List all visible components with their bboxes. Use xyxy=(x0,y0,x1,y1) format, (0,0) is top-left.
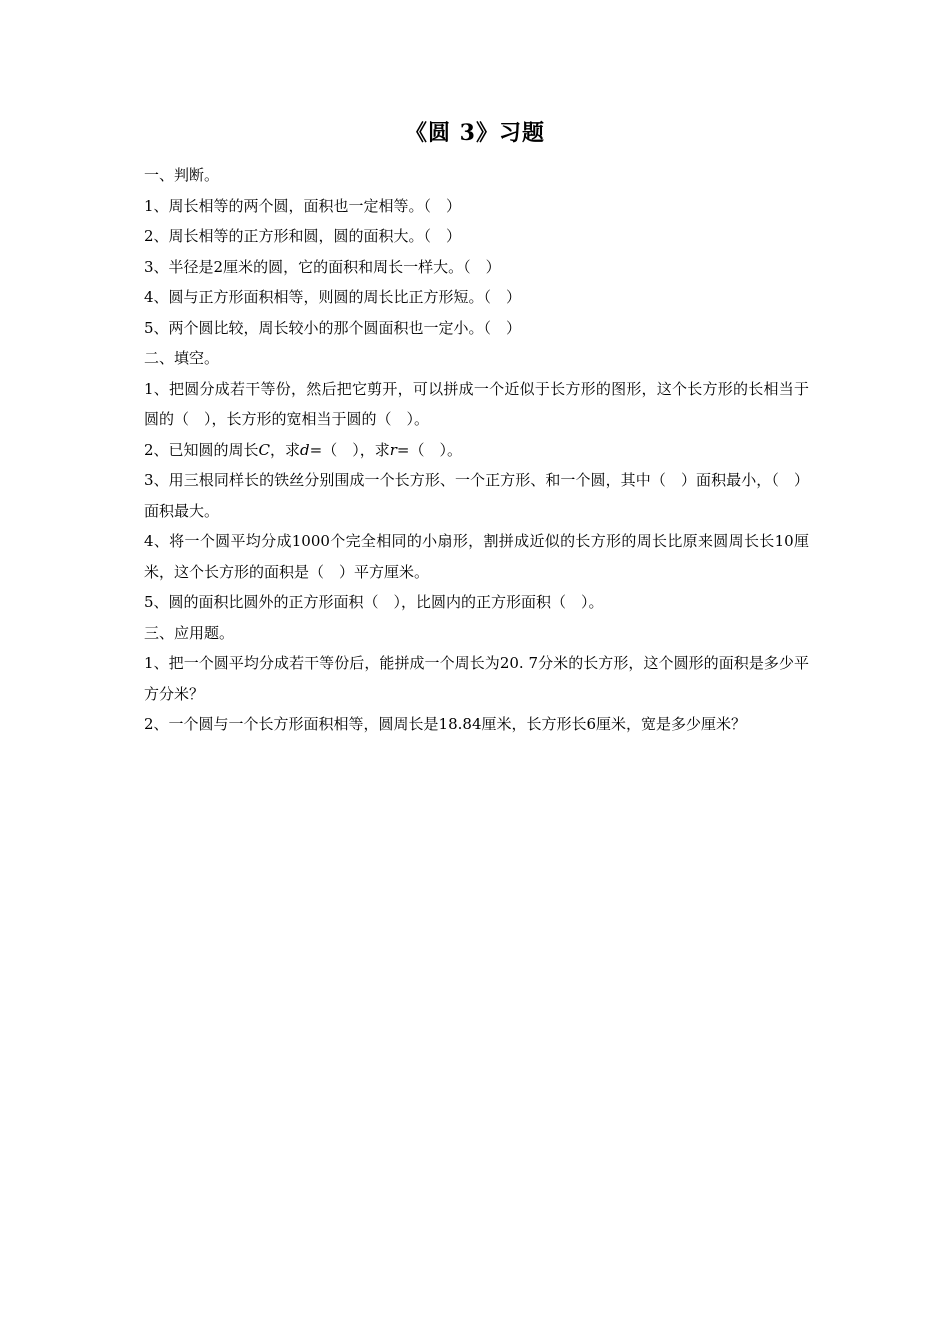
section-heading-fill: 二、填空。 xyxy=(144,349,220,367)
variable-d: d xyxy=(300,440,310,459)
document-title: 《圆 3》习题 xyxy=(405,120,545,146)
section-heading-apply: 三、应用题。 xyxy=(144,623,235,642)
judge-item-5: 5、两个圆比较，周长较小的那个圆面积也一定小。（ ） xyxy=(144,318,522,337)
apply-item-2: 2、一个圆与一个长方形面积相等，圆周长是18.84厘米，长方形长6厘米，宽是多少厘米？ xyxy=(144,715,747,733)
judge-item-1: 1、周长相等的两个圆，面积也一定相等。（ ） xyxy=(144,196,462,215)
fill-item-4: 4、将一个圆平均分成1000个完全相同的小扇形，割拼成近似的长方形的周长比原来圆周长长10厘米，这个长方形的面积是（ ）平方厘米。 xyxy=(144,532,809,581)
document-body xyxy=(144,160,809,740)
variable-c: C xyxy=(258,440,271,459)
fill-item-2-text-4: =（ ）。 xyxy=(396,440,462,459)
fill-item-2-text-3: =（ ），求 xyxy=(309,440,390,459)
fill-item-2-text-1: 2、已知圆的周长 xyxy=(144,440,259,459)
variable-r: r xyxy=(389,440,397,459)
judge-item-3: 3、半径是2厘米的圆，它的面积和周长一样大。（ ） xyxy=(144,257,501,276)
fill-item-2-text-2: ，求 xyxy=(270,440,301,459)
fill-item-3: 3、用三根同样长的铁丝分别围成一个长方形、一个正方形、和一个圆，其中（ ）面积最小，（ ）面积最大。 xyxy=(144,471,809,520)
fill-item-5: 5、圆的面积比圆外的正方形面积（ ），比圆内的正方形面积（ ）。 xyxy=(144,593,604,611)
fill-item-2 xyxy=(144,435,809,466)
judge-item-4: 4、圆与正方形面积相等，则圆的周长比正方形短。（ ） xyxy=(144,288,522,306)
judge-item-2: 2、周长相等的正方形和圆，圆的面积大。（ ） xyxy=(144,227,462,245)
apply-item-1: 1、把一个圆平均分成若干等份后，能拼成一个周长为20. 7分米的长方形，这个圆形的面积是多少平方分米？ xyxy=(144,654,809,703)
fill-item-1: 1、把圆分成若干等份，然后把它剪开，可以拼成一个近似于长方形的图形，这个长方形的长相当于圆的（ ），长方形的宽相当于圆的（ ）。 xyxy=(144,379,809,428)
section-heading-judge: 一、判断。 xyxy=(144,166,220,184)
